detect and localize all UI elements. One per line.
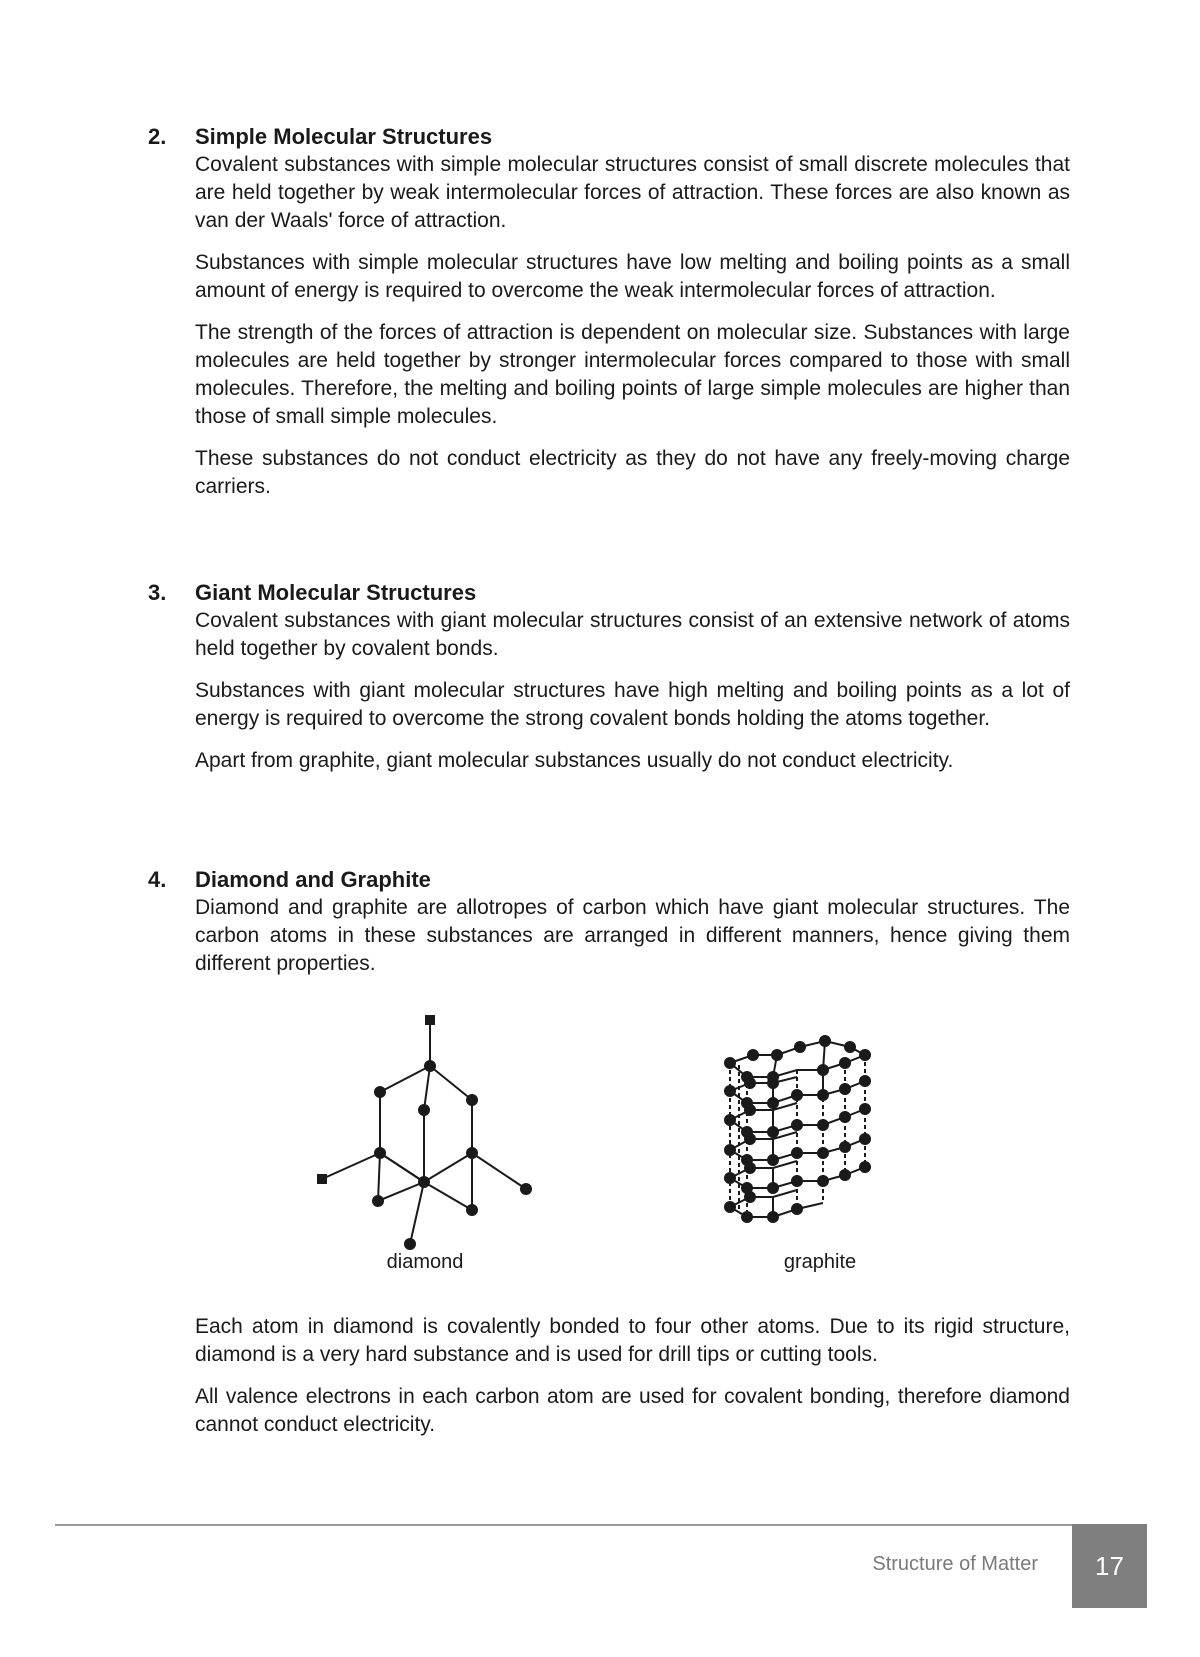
diamond-caption: diamond xyxy=(386,1251,464,1273)
section-number: 2. xyxy=(148,124,167,149)
section-giant-molecular xyxy=(148,579,1070,789)
footer-chapter-title: Structure of Matter xyxy=(872,1553,1038,1575)
paragraph: Substances with simple molecular structures have low melting and boiling points as a small amount of energy is required to overcome the weak intermolecular forces of attraction. xyxy=(195,251,1070,302)
diamond-structure-diagram xyxy=(300,1010,540,1255)
section-heading xyxy=(148,579,1070,607)
graphite-structure-diagram xyxy=(715,1035,915,1245)
paragraph: Covalent substances with giant molecular structures consist of an extensive network of atoms held together by covalent bonds. xyxy=(195,609,1070,660)
paragraph: Diamond and graphite are allotropes of carbon which have giant molecular structures. The carbon atoms in these substances are arranged in different manners, hence giving them different properties. xyxy=(195,896,1070,975)
section-number: 4. xyxy=(148,867,167,892)
section-heading xyxy=(148,123,1070,151)
paragraph: Substances with giant molecular structures have high melting and boiling points as a lot of energy is required to overcome the strong covalent bonds holding the atoms together. xyxy=(195,679,1070,730)
section-simple-molecular xyxy=(148,123,1070,515)
section-diamond-graphite xyxy=(148,866,1070,992)
page-number: 17 xyxy=(1072,1524,1147,1608)
paragraph: The strength of the forces of attraction is dependent on molecular size. Substances with large molecules are held together by stronger intermolecular forces compared to those with small molecules. Therefore, the melting and boiling points of large simple molecules are higher than those of small simple molecules. xyxy=(195,321,1070,428)
graphite-caption: graphite xyxy=(783,1251,857,1273)
section-title: Giant Molecular Structures xyxy=(195,580,477,605)
section-title: Simple Molecular Structures xyxy=(195,124,493,149)
footer-divider xyxy=(55,1524,1072,1526)
section-diamond-graphite-continued xyxy=(148,1313,1070,1453)
section-number: 3. xyxy=(148,580,167,605)
section-title: Diamond and Graphite xyxy=(195,867,431,892)
section-heading xyxy=(148,866,1070,894)
paragraph: Each atom in diamond is covalently bonded to four other atoms. Due to its rigid structure, diamond is a very hard substance and is used for drill tips or cutting tools. xyxy=(195,1315,1070,1366)
paragraph: Apart from graphite, giant molecular substances usually do not conduct electricity. xyxy=(195,749,954,772)
paragraph: All valence electrons in each carbon atom are used for covalent bonding, therefore diamond cannot conduct electricity. xyxy=(195,1385,1070,1436)
paragraph: These substances do not conduct electricity as they do not have any freely-moving charge carriers. xyxy=(195,447,1070,498)
paragraph: Covalent substances with simple molecular structures consist of small discrete molecules that are held together by weak intermolecular forces of attraction. These forces are also known as van der Waals' force of attraction. xyxy=(195,153,1070,232)
